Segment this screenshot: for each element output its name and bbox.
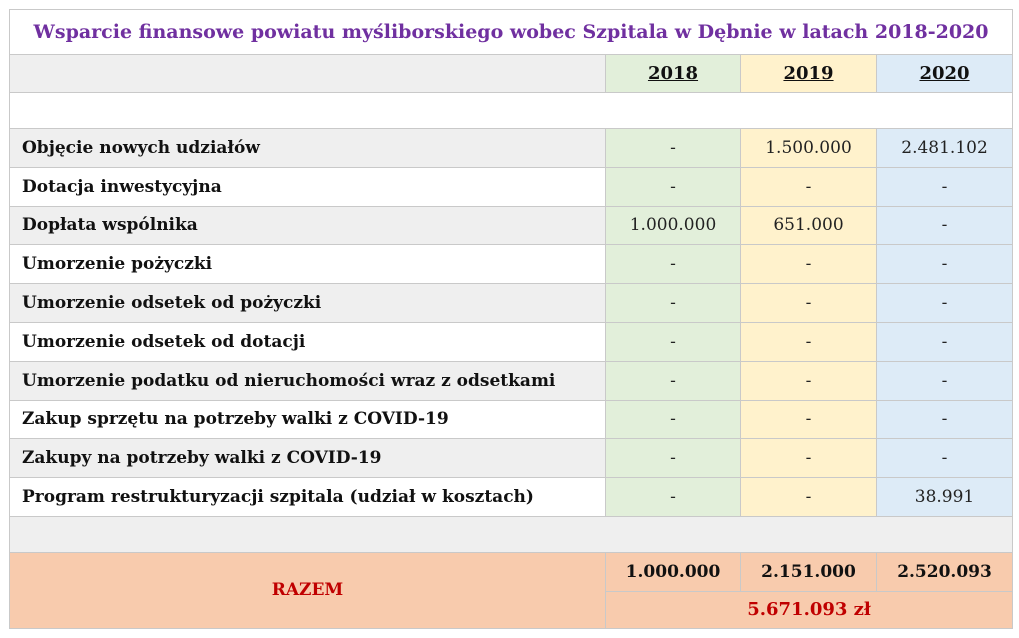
value-cell-2018: - xyxy=(606,245,741,284)
row-label: Dotacja inwestycyjna xyxy=(10,167,606,206)
value-cell-2020: - xyxy=(877,361,1013,400)
value-cell-2018: - xyxy=(606,361,741,400)
value-cell-2018: - xyxy=(606,129,741,168)
header-blank-cell xyxy=(10,55,606,93)
table-title: Wsparcie finansowe powiatu myśliborskiego wobec Szpitala w Dębnie w latach 2018-2020 xyxy=(10,10,1013,55)
value-cell-2018: 1.000.000 xyxy=(606,206,741,245)
row-label: Umorzenie odsetek od dotacji xyxy=(10,322,606,361)
table-row xyxy=(10,167,1013,206)
value-cell-2020: - xyxy=(877,245,1013,284)
row-label: Umorzenie podatku od nieruchomości wraz z odsetkami xyxy=(10,361,606,400)
row-label: Objęcie nowych udziałów xyxy=(10,129,606,168)
grand-total: 5.671.093 zł xyxy=(606,591,1013,628)
value-cell-2018: - xyxy=(606,322,741,361)
value-cell-2019: - xyxy=(741,400,877,439)
financial-support-table xyxy=(9,9,1013,629)
value-cell-2019: 1.500.000 xyxy=(741,129,877,168)
table-row xyxy=(10,439,1013,478)
spacer-row-bottom xyxy=(10,516,1013,552)
total-2018: 1.000.000 xyxy=(606,552,741,591)
value-cell-2020: - xyxy=(877,400,1013,439)
value-cell-2018: - xyxy=(606,439,741,478)
total-2020: 2.520.093 xyxy=(877,552,1013,591)
title-row xyxy=(10,10,1013,55)
spacer-cell xyxy=(10,516,1013,552)
value-cell-2020: - xyxy=(877,167,1013,206)
spacer-row-top xyxy=(10,93,1013,129)
value-cell-2018: - xyxy=(606,284,741,323)
table-row xyxy=(10,478,1013,517)
totals-label: RAZEM xyxy=(10,552,606,628)
value-cell-2020: - xyxy=(877,322,1013,361)
table-row xyxy=(10,322,1013,361)
row-label: Dopłata wspólnika xyxy=(10,206,606,245)
year-header-2018: 2018 xyxy=(606,55,741,93)
year-header-2019: 2019 xyxy=(741,55,877,93)
row-label: Zakup sprzętu na potrzeby walki z COVID-19 xyxy=(10,400,606,439)
table-row xyxy=(10,206,1013,245)
table-row xyxy=(10,361,1013,400)
table-row xyxy=(10,284,1013,323)
value-cell-2020: 38.991 xyxy=(877,478,1013,517)
value-cell-2019: - xyxy=(741,245,877,284)
year-header-row xyxy=(10,55,1013,93)
value-cell-2019: - xyxy=(741,361,877,400)
value-cell-2019: - xyxy=(741,439,877,478)
value-cell-2019: - xyxy=(741,284,877,323)
total-2019: 2.151.000 xyxy=(741,552,877,591)
totals-row xyxy=(10,552,1013,591)
value-cell-2019: - xyxy=(741,478,877,517)
value-cell-2020: - xyxy=(877,439,1013,478)
value-cell-2019: 651.000 xyxy=(741,206,877,245)
value-cell-2019: - xyxy=(741,167,877,206)
value-cell-2020: 2.481.102 xyxy=(877,129,1013,168)
value-cell-2018: - xyxy=(606,400,741,439)
value-cell-2020: - xyxy=(877,284,1013,323)
year-header-2020: 2020 xyxy=(877,55,1013,93)
value-cell-2018: - xyxy=(606,478,741,517)
table-row xyxy=(10,400,1013,439)
value-cell-2018: - xyxy=(606,167,741,206)
row-label: Umorzenie odsetek od pożyczki xyxy=(10,284,606,323)
value-cell-2020: - xyxy=(877,206,1013,245)
spacer-cell xyxy=(10,93,1013,129)
row-label: Umorzenie pożyczki xyxy=(10,245,606,284)
row-label: Program restrukturyzacji szpitala (udział w kosztach) xyxy=(10,478,606,517)
row-label: Zakupy na potrzeby walki z COVID-19 xyxy=(10,439,606,478)
table-row xyxy=(10,245,1013,284)
table-row xyxy=(10,129,1013,168)
value-cell-2019: - xyxy=(741,322,877,361)
